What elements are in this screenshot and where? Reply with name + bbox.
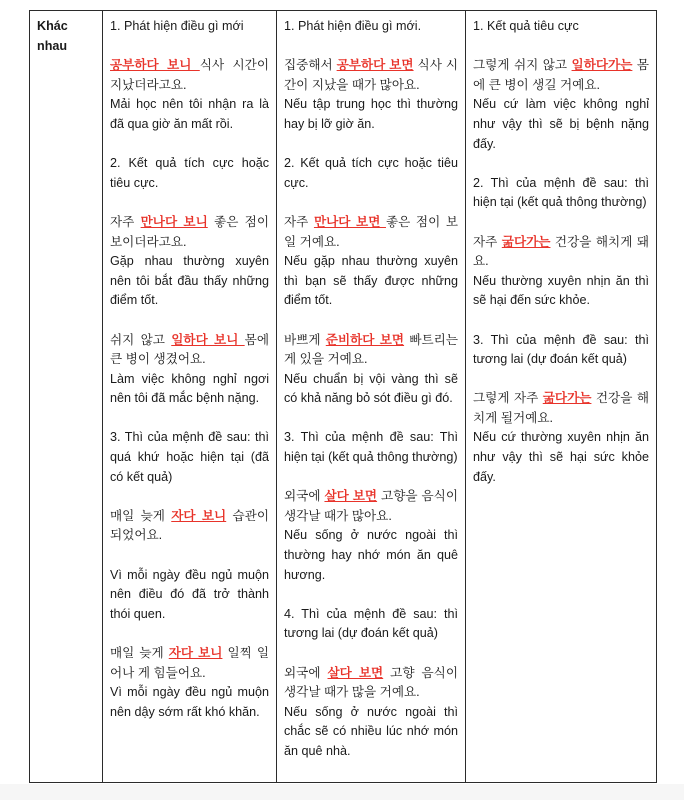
text-block bbox=[284, 213, 458, 311]
text-before: Nếu sống ở nước ngoài thì chắc sẽ có nhiều lúc nhớ món ăn quê nhà. bbox=[284, 704, 458, 758]
text-block bbox=[110, 566, 269, 625]
comparison-table bbox=[29, 10, 657, 783]
text-after: 고향 음식이 생각날 때가 많을 거예요. bbox=[284, 665, 458, 700]
text-line bbox=[473, 331, 649, 370]
text-block bbox=[110, 507, 269, 546]
text-after: 좋은 점이 보이더라고요. bbox=[110, 214, 269, 249]
table-row bbox=[30, 11, 657, 783]
grammar-highlight: 준비하다 보면 bbox=[325, 332, 405, 347]
text-line bbox=[284, 213, 458, 252]
text-line bbox=[473, 56, 649, 95]
text-before: 1. Kết quả tiêu cực bbox=[473, 19, 579, 33]
text-before: 매일 늦게 bbox=[110, 646, 169, 660]
text-line bbox=[284, 252, 458, 311]
text-block bbox=[284, 56, 458, 134]
text-line bbox=[110, 154, 269, 193]
text-line bbox=[110, 644, 269, 683]
text-block bbox=[284, 487, 458, 585]
text-after: 일찍 일어나 게 힘들어요. bbox=[110, 646, 269, 680]
grammar-highlight: 공부하다 보면 bbox=[336, 58, 414, 73]
grammar-highlight: 살다 보면 bbox=[327, 665, 384, 680]
text-before: Nếu gặp nhau thường xuyên thì bạn sẽ thấy được những điểm tốt. bbox=[284, 254, 458, 308]
grammar-highlight: 굶다가는 bbox=[501, 234, 551, 249]
text-line bbox=[110, 507, 269, 546]
text-before: 1. Phát hiện điều gì mới. bbox=[284, 19, 422, 33]
text-before: 집중해서 bbox=[284, 58, 337, 73]
text-line bbox=[284, 370, 458, 409]
text-line bbox=[284, 605, 458, 644]
text-before: 2. Kết quả tích cực hoặc tiêu cực. bbox=[110, 156, 269, 190]
grammar-highlight: 만나다 보면 bbox=[313, 214, 386, 229]
text-block bbox=[284, 664, 458, 762]
text-before: Nếu sống ở nước ngoài thì thường hay nhớ món ăn quê hương. bbox=[284, 528, 458, 582]
text-before: 외국에 bbox=[284, 665, 328, 680]
text-line bbox=[284, 703, 458, 762]
row-label: Khác nhau bbox=[37, 19, 68, 53]
grammar-highlight: 공부하다 보니 bbox=[110, 58, 200, 73]
text-before: 2. Thì của mệnh đề sau: thì hiện tại (kết quả thông thường) bbox=[473, 175, 649, 210]
text-before: Mải học nên tôi nhận ra là đã qua giờ ăn mất rồi. bbox=[110, 97, 269, 131]
text-before: 자주 bbox=[110, 214, 141, 229]
text-before: 자주 bbox=[473, 234, 502, 249]
grammar-highlight: 만나다 보니 bbox=[140, 214, 208, 229]
text-line bbox=[110, 428, 269, 487]
text-block bbox=[110, 56, 269, 134]
text-block bbox=[473, 17, 649, 37]
text-block bbox=[110, 331, 269, 409]
page-bottom-margin bbox=[0, 784, 684, 800]
text-line bbox=[473, 272, 649, 311]
text-line bbox=[284, 428, 458, 467]
text-block bbox=[473, 331, 649, 370]
text-block bbox=[473, 389, 649, 487]
text-block bbox=[110, 17, 269, 37]
column-cell-1 bbox=[103, 11, 277, 783]
text-before: Nếu cứ làm việc không nghỉ như vậy thì sẽ bị bệnh nặng đấy. bbox=[473, 97, 649, 151]
text-line bbox=[284, 487, 458, 526]
text-before: 외국에 bbox=[284, 489, 325, 504]
text-line bbox=[110, 331, 269, 370]
text-after: 고향을 음식이 생각날 때가 많아요. bbox=[284, 489, 458, 523]
text-before: 자주 bbox=[284, 214, 314, 229]
text-before: 쉬지 않고 bbox=[110, 332, 172, 347]
text-line bbox=[110, 17, 269, 37]
text-before: 2. Kết quả tích cực hoặc tiêu cực. bbox=[284, 156, 458, 190]
row-label-cell bbox=[30, 11, 103, 783]
text-line bbox=[473, 233, 649, 272]
grammar-highlight: 자다 보니 bbox=[168, 646, 223, 660]
text-line bbox=[284, 664, 458, 703]
text-after: 몸에 큰 병이 생겼어요. bbox=[110, 332, 269, 367]
text-before: Vì mỗi ngày đều ngủ muộn nên dậy sớm rất khó khăn. bbox=[110, 685, 269, 719]
text-block bbox=[110, 213, 269, 311]
text-block bbox=[284, 428, 458, 467]
text-before: Nếu chuẩn bị vội vàng thì sẽ có khả năng bỏ sót điều gì đó. bbox=[284, 371, 458, 406]
grammar-highlight: 굶다가는 bbox=[542, 391, 592, 406]
text-line bbox=[110, 683, 269, 722]
text-block bbox=[473, 233, 649, 311]
text-before: 4. Thì của mệnh đề sau: thì tương lai (dự đoán kết quả) bbox=[284, 606, 458, 641]
text-block bbox=[473, 56, 649, 154]
text-line bbox=[110, 370, 269, 409]
text-before: Nếu cứ thường xuyên nhịn ăn như vậy thì sẽ hại sức khỏe đấy. bbox=[473, 430, 649, 484]
text-after: 건강을 해치게 될거예요. bbox=[473, 391, 649, 425]
column-cell-3 bbox=[466, 11, 657, 783]
text-line bbox=[473, 389, 649, 428]
text-line bbox=[473, 17, 649, 37]
text-before: 그렇게 자주 bbox=[473, 391, 543, 406]
text-block bbox=[284, 17, 458, 37]
text-line bbox=[284, 56, 458, 95]
text-after: 몸에 큰 병이 생길 거예요. bbox=[473, 58, 650, 92]
text-before: Nếu thường xuyên nhịn ăn thì sẽ hại đến sức khỏe. bbox=[473, 273, 649, 308]
text-block bbox=[284, 154, 458, 193]
text-line bbox=[110, 252, 269, 311]
text-block bbox=[110, 154, 269, 193]
grammar-highlight: 일하다 보니 bbox=[171, 332, 245, 347]
text-block bbox=[473, 174, 649, 213]
text-line bbox=[284, 331, 458, 370]
grammar-highlight: 자다 보니 bbox=[171, 508, 227, 523]
text-line bbox=[284, 95, 458, 134]
text-after: 식사 시간이 지났더라고요. bbox=[110, 58, 269, 92]
text-block bbox=[284, 605, 458, 644]
grammar-highlight: 살다 보면 bbox=[324, 489, 378, 504]
text-line bbox=[110, 95, 269, 134]
text-after: 건강을 해치게 돼요. bbox=[473, 234, 649, 269]
text-line bbox=[473, 428, 649, 487]
column-cell-2 bbox=[277, 11, 466, 783]
text-line bbox=[284, 17, 458, 37]
text-line bbox=[284, 526, 458, 585]
text-before: Làm việc không nghỉ ngơi nên tôi đã mắc bệnh nặng. bbox=[110, 371, 269, 406]
grammar-highlight: 일하다가는 bbox=[571, 58, 633, 73]
text-after: 습관이 되었어요. bbox=[110, 508, 269, 543]
text-line bbox=[473, 95, 649, 154]
text-after: 빠트리는 게 있을 거예요. bbox=[284, 332, 458, 367]
text-after: 좋은 점이 보일 거예요. bbox=[284, 214, 458, 249]
text-line bbox=[110, 56, 269, 95]
text-line bbox=[110, 566, 269, 625]
text-line bbox=[473, 174, 649, 213]
text-after: 식사 시간이 지났을 때가 많아요. bbox=[284, 58, 458, 92]
text-before: Nếu tập trung học thì thường hay bị lỡ giờ ăn. bbox=[284, 97, 458, 131]
text-before: 바쁘게 bbox=[284, 332, 326, 347]
text-line bbox=[284, 154, 458, 193]
text-before: 3. Thì của mệnh đề sau: thì tương lai (dự đoán kết quả) bbox=[473, 332, 649, 367]
text-block bbox=[110, 644, 269, 722]
text-before: Vì mỗi ngày đều ngủ muộn nên điều đó đã trở thành thói quen. bbox=[110, 567, 269, 621]
text-block bbox=[284, 331, 458, 409]
text-before: 그렇게 쉬지 않고 bbox=[473, 58, 572, 73]
text-before: 3. Thì của mệnh đề sau: Thì hiện tại (kết quả thông thường) bbox=[284, 430, 458, 465]
text-block bbox=[110, 428, 269, 487]
text-before: 매일 늦게 bbox=[110, 508, 172, 523]
text-before: Gặp nhau thường xuyên nên tôi bắt đầu thấy những điểm tốt. bbox=[110, 254, 269, 308]
text-before: 3. Thì của mệnh đề sau: thì quá khứ hoặc hiện tại (đã có kết quả) bbox=[110, 430, 269, 484]
text-before: 1. Phát hiện điều gì mới bbox=[110, 19, 244, 33]
text-line bbox=[110, 213, 269, 252]
